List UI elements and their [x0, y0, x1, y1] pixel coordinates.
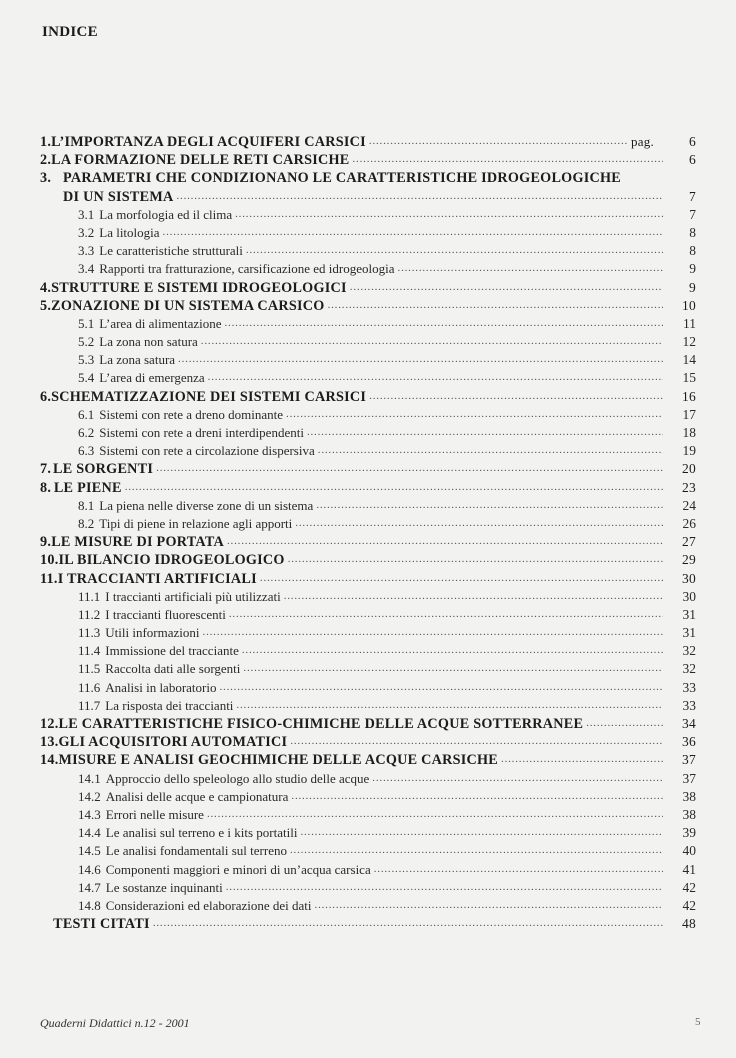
toc-entry [40, 388, 696, 406]
toc-entry-number: 11.3 [78, 625, 101, 641]
toc-subentry [40, 206, 696, 224]
toc-entry-number: 14.1 [78, 770, 101, 786]
toc-page-number: 7 [689, 206, 696, 222]
toc-page-number: 19 [682, 443, 696, 459]
toc-entry-number: 5.2 [78, 334, 95, 350]
toc-entry-label: Analisi delle acque e campionatura [105, 788, 289, 804]
toc-entry-number: 14. [40, 752, 59, 769]
toc-subentry [40, 242, 696, 260]
toc-entry [40, 733, 696, 751]
dot-leader [290, 841, 663, 859]
toc-entry-number: 11.7 [78, 697, 101, 713]
toc-entry-number: 13. [40, 734, 59, 751]
toc-page-number: 18 [682, 425, 696, 440]
toc-entry [40, 570, 696, 588]
dot-leader [246, 241, 663, 259]
dot-leader [235, 205, 663, 223]
toc-entry-label: DI UN SISTEMA [63, 188, 174, 205]
dot-leader [300, 823, 663, 841]
dot-leader [260, 569, 663, 587]
toc-entry-label: La morfologia ed il clima [99, 206, 233, 222]
toc-page-number: 32 [682, 661, 696, 677]
toc-subentry [40, 351, 696, 369]
toc-entry-label: Le analisi fondamentali sul terreno [105, 843, 287, 859]
toc-entry [40, 533, 696, 551]
toc-entry [40, 915, 696, 933]
toc-page-number: 38 [682, 806, 696, 822]
toc-page-number: 24 [682, 497, 696, 513]
toc-entry-label: La risposta dei traccianti [105, 697, 234, 713]
toc-entry-label: I traccianti fluorescenti [105, 606, 226, 622]
toc-entry-label: La zona satura [99, 352, 176, 368]
dot-leader [203, 623, 663, 641]
toc-entry-label: Le analisi sul terreno e i kits portatili [105, 825, 298, 841]
dot-leader [290, 732, 663, 750]
toc-entry-number: 5.4 [78, 370, 95, 386]
toc-subentry [40, 369, 696, 387]
dot-leader [369, 387, 663, 405]
toc-entry-number: 14.5 [78, 843, 101, 859]
toc-entry-number: 5.1 [78, 315, 95, 331]
toc-entry-label: SCHEMATIZZAZIONE DEI SISTEMI CARSICI [51, 388, 367, 405]
toc-entry-number: 14.6 [78, 861, 101, 877]
dot-leader [227, 532, 663, 550]
toc-entry-label: Analisi in laboratorio [105, 679, 217, 695]
dot-leader [153, 914, 663, 932]
toc-entry-number: 3.4 [78, 261, 95, 277]
toc-entry-label: LE MISURE DI PORTATA [51, 534, 224, 551]
toc-entry-label: MISURE E ANALISI GEOCHIMICHE DELLE ACQUE CARSICHE [58, 752, 499, 769]
toc-entry-number: 10. [40, 552, 59, 569]
toc-entry [40, 751, 696, 769]
toc-entry [40, 133, 696, 151]
toc-entry [40, 715, 696, 733]
dot-leader [226, 878, 663, 896]
toc-entry-number: 5. [40, 297, 52, 314]
dot-leader [178, 350, 663, 368]
dot-leader [163, 223, 663, 241]
toc-page-number: 37 [682, 752, 696, 768]
toc-page-number: 16 [682, 388, 696, 404]
dot-leader [586, 714, 663, 732]
toc-subentry [40, 842, 696, 860]
toc-subentry [40, 624, 696, 642]
toc-page-number: 20 [682, 461, 696, 477]
toc-entry-label: La piena nelle diverse zone di un sistema [99, 497, 314, 513]
toc-entry [40, 297, 696, 315]
toc-entry [40, 279, 696, 297]
toc-entry-number: 12. [40, 716, 59, 732]
toc-entry-label: Sistemi con rete a circolazione dispersiva [99, 443, 315, 459]
toc-entry-number: 8. [40, 479, 52, 496]
toc-entry-label: Rapporti tra fratturazione, carsificazione ed idrogeologia [99, 261, 395, 277]
table-of-contents [40, 133, 696, 933]
toc-entry-label: LA FORMAZIONE DELLE RETI CARSICHE [51, 152, 350, 169]
dot-leader [374, 860, 663, 878]
toc-entry-label: LE SORGENTI [53, 461, 154, 478]
toc-entry-number: 5.3 [78, 352, 95, 368]
toc-entry-label: Le caratteristiche strutturali [99, 243, 243, 259]
dot-leader [156, 459, 663, 477]
dot-leader [225, 314, 664, 332]
toc-entry [40, 479, 696, 497]
dot-leader [307, 423, 663, 441]
toc-entry-number: 3.1 [78, 206, 95, 222]
toc-subentry [40, 606, 696, 624]
toc-entry-number: 7. [40, 461, 52, 478]
toc-entry-label: Componenti maggiori e minori di un’acqua carsica [105, 861, 371, 877]
toc-page-number: 40 [682, 843, 696, 859]
toc-page-number: 11 [683, 315, 696, 331]
toc-entry-label: L’area di emergenza [99, 370, 205, 386]
toc-page-number: 8 [689, 224, 696, 240]
toc-page-number: 48 [682, 916, 696, 932]
toc-page-number: 6 [689, 134, 696, 149]
dot-leader [286, 405, 663, 423]
toc-entry [40, 551, 696, 569]
dot-leader [176, 187, 663, 205]
toc-subentry [40, 642, 696, 660]
toc-page-number: 14 [682, 352, 696, 368]
toc-page-number: 26 [682, 515, 696, 531]
toc-page-number: 39 [682, 825, 696, 841]
dot-leader [315, 896, 663, 914]
dot-leader [318, 441, 663, 459]
toc-entry [40, 460, 696, 478]
dot-leader [201, 332, 663, 350]
footer-publication: Quaderni Didattici n.12 - 2001 [40, 1016, 190, 1030]
toc-entry-number: 3.3 [78, 243, 95, 259]
toc-subentry [40, 424, 696, 442]
toc-page-number: 36 [682, 734, 696, 750]
toc-entry-label: Utili informazioni [105, 625, 200, 641]
toc-page-number: 42 [682, 879, 696, 895]
toc-subentry [40, 260, 696, 278]
toc-subentry [40, 879, 696, 897]
toc-entry-number: 11.1 [78, 588, 101, 604]
toc-entry [40, 151, 696, 169]
toc-page-number: 30 [682, 588, 696, 604]
toc-entry-number: 2. [40, 152, 52, 169]
toc-subentry [40, 442, 696, 460]
toc-subentry [40, 788, 696, 806]
toc-page-number: 27 [682, 534, 696, 550]
toc-entry-number: 11.4 [78, 643, 101, 659]
dot-leader [229, 605, 663, 623]
toc-page-number: 34 [682, 716, 696, 731]
toc-entry-number: 6.1 [78, 406, 95, 422]
toc-entry-label: Sistemi con rete a dreno dominante [99, 406, 284, 422]
page-number-mark: 5 [695, 1016, 701, 1028]
dot-leader [236, 696, 663, 714]
toc-subentry [40, 824, 696, 842]
toc-subentry [40, 861, 696, 879]
toc-entry-label: Approccio dello speleologo allo studio delle acque [105, 770, 370, 786]
toc-entry-label: La litologia [99, 224, 160, 240]
toc-entry-number: 14.7 [78, 879, 101, 895]
toc-entry-number: 9. [40, 534, 52, 551]
toc-page-number: 10 [682, 297, 696, 313]
toc-entry-label: I TRACCIANTI ARTIFICIALI [57, 570, 257, 587]
toc-page-number: 12 [682, 334, 696, 350]
toc-entry-label: ZONAZIONE DI UN SISTEMA CARSICO [51, 297, 325, 314]
toc-page-number: 15 [682, 370, 696, 386]
toc-entry-label: PARAMETRI CHE CONDIZIONANO LE CARATTERISTICHE IDROGEOLOGICHE [63, 170, 622, 187]
toc-entry-label: Raccolta dati alle sorgenti [105, 661, 241, 677]
dot-leader [328, 296, 663, 314]
toc-entry-number: 11.2 [78, 606, 101, 622]
toc-page-number: 32 [682, 643, 696, 659]
toc-page-number: 29 [682, 552, 696, 568]
toc-entry-label: TESTI CITATI [53, 916, 150, 933]
pag-label: pag. [630, 134, 654, 149]
toc-entry-number: 4. [40, 279, 52, 296]
toc-entry-number: 6.2 [78, 425, 95, 440]
toc-page-number: 8 [689, 243, 696, 259]
page-title: INDICE [42, 24, 98, 40]
toc-page-number: 17 [682, 406, 696, 422]
toc-page-number: 42 [682, 897, 696, 913]
toc-entry-number: 3. [40, 170, 52, 187]
toc-subentry [40, 224, 696, 242]
dot-leader [219, 678, 663, 696]
toc-subentry [40, 588, 696, 606]
dot-leader [295, 514, 663, 532]
toc-page-number: 30 [682, 570, 696, 586]
dot-leader [125, 478, 663, 496]
toc-entry-number: 11. [40, 570, 58, 587]
toc-entry-label: GLI ACQUISITORI AUTOMATICI [58, 734, 288, 751]
toc-entry-label: IL BILANCIO IDROGEOLOGICO [58, 552, 285, 569]
toc-page-number: 33 [682, 697, 696, 713]
toc-subentry [40, 333, 696, 351]
toc-entry [40, 169, 696, 187]
dot-leader [208, 368, 663, 386]
toc-entry-label: Sistemi con rete a dreni interdipendenti [99, 425, 304, 440]
toc-entry-label: L’IMPORTANZA DEGLI ACQUIFERI CARSICI [51, 134, 366, 150]
dot-leader [316, 496, 663, 514]
toc-subentry [40, 497, 696, 515]
dot-leader [369, 132, 628, 150]
toc-entry [40, 188, 696, 206]
toc-entry-label: STRUTTURE E SISTEMI IDROGEOLOGICI [51, 279, 347, 296]
toc-page-number: 9 [689, 279, 696, 295]
toc-entry-label: La zona non satura [99, 334, 198, 350]
toc-page-number: 6 [689, 152, 696, 168]
toc-entry-number: 1. [40, 134, 52, 150]
toc-page-number: 33 [682, 679, 696, 695]
toc-entry-label: Considerazioni ed elaborazione dei dati [105, 897, 312, 913]
toc-entry-label: L’area di alimentazione [99, 315, 222, 331]
dot-leader [284, 587, 663, 605]
toc-page-number: 41 [682, 861, 696, 877]
toc-entry-label: Immissione del tracciante [105, 643, 239, 659]
toc-subentry [40, 806, 696, 824]
toc-subentry [40, 770, 696, 788]
toc-page-number: 31 [682, 625, 696, 641]
toc-page-number: 37 [682, 770, 696, 786]
toc-entry-number: 8.2 [78, 515, 95, 531]
toc-subentry [40, 315, 696, 333]
toc-subentry [40, 679, 696, 697]
toc-subentry [40, 697, 696, 715]
dot-leader [398, 259, 663, 277]
dot-leader [350, 278, 663, 296]
dot-leader [242, 641, 663, 659]
toc-entry-number: 8.1 [78, 497, 95, 513]
toc-page-number: 23 [682, 479, 696, 495]
dot-leader [288, 550, 663, 568]
toc-page-number: 9 [689, 261, 696, 277]
toc-subentry [40, 406, 696, 424]
toc-page-number: 7 [689, 188, 696, 204]
toc-subentry [40, 660, 696, 678]
toc-subentry [40, 515, 696, 533]
toc-entry-label: Errori nelle misure [105, 806, 204, 822]
toc-subentry [40, 897, 696, 915]
toc-entry-number: 14.4 [78, 825, 101, 841]
dot-leader [372, 769, 663, 787]
dot-leader [291, 787, 663, 805]
dot-leader [353, 150, 664, 168]
toc-page-number: 31 [682, 606, 696, 622]
toc-entry-label: LE PIENE [53, 479, 122, 496]
toc-entry-number: 6.3 [78, 443, 95, 459]
toc-entry-label: Le sostanze inquinanti [105, 879, 223, 895]
toc-entry-number: 14.8 [78, 897, 101, 913]
toc-entry-label: LE CARATTERISTICHE FISICO-CHIMICHE DELLE ACQUE SOTTERRANEE [58, 716, 584, 732]
toc-entry-label: Tipi di piene in relazione agli apporti [99, 515, 293, 531]
dot-leader [501, 750, 663, 768]
dot-leader [243, 659, 663, 677]
toc-entry-label: I traccianti artificiali più utilizzati [105, 588, 281, 604]
toc-entry-number: 11.5 [78, 661, 101, 677]
toc-entry-number: 14.3 [78, 806, 101, 822]
toc-entry-number: 3.2 [78, 224, 95, 240]
toc-page-number: 38 [682, 788, 696, 804]
toc-entry-number: 11.6 [78, 679, 101, 695]
toc-entry-number: 6. [40, 388, 52, 405]
dot-leader [207, 805, 663, 823]
toc-entry-number: 14.2 [78, 788, 101, 804]
